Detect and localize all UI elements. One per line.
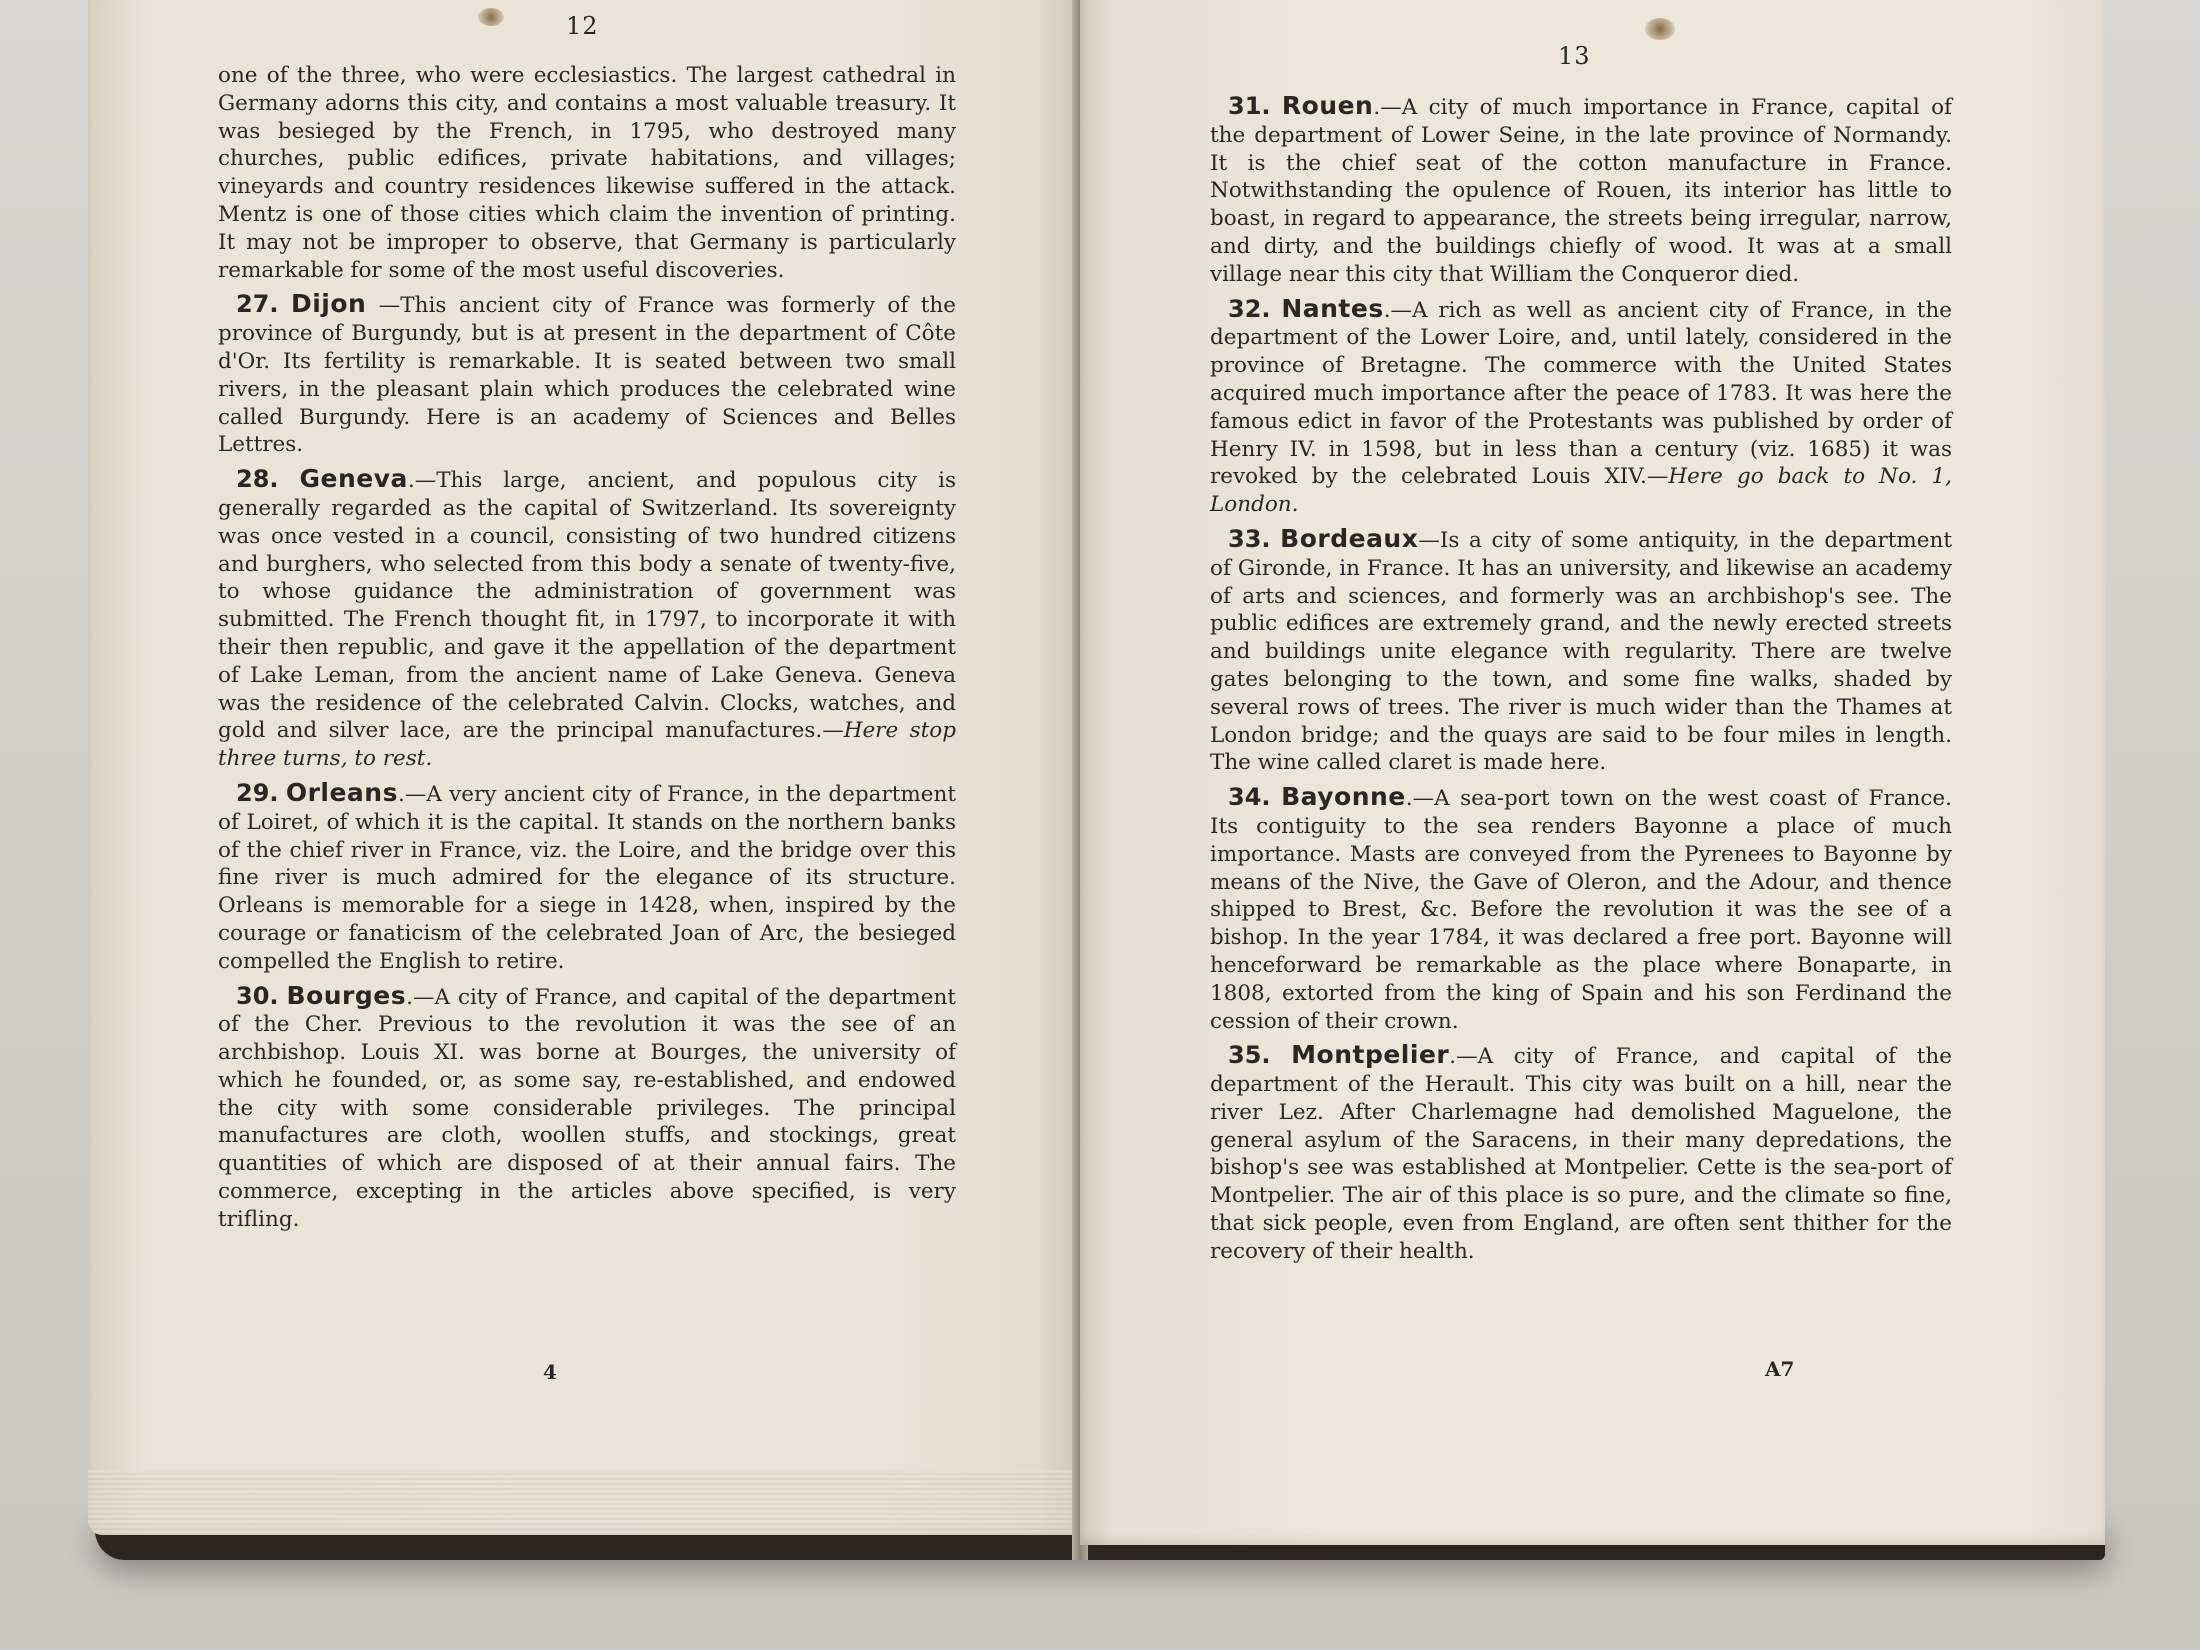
foxing-spot bbox=[478, 8, 504, 26]
entry-28 bbox=[218, 465, 956, 773]
entry-title: Montpelier bbox=[1291, 1040, 1450, 1070]
entry-number: 30. bbox=[236, 981, 279, 1010]
left-page bbox=[88, 0, 1078, 1535]
entry-number: 34. bbox=[1228, 783, 1271, 812]
entry-text: .—A sea-port town on the west coast of France. Its contiguity to the sea renders Bayonne a place of much importance. Masts are conveyed from the Pyrenees to Bayonne by means of the Nive, the Gave of Oleron, and the Adour, and thence shipped to Brest, &c. Before the revolution it was the see of a bishop. In the year 1784, it was declared a free port. Bayonne will henceforward be remarkable as the place where Bonaparte, in 1808, extorted from the king of Spain and his son Ferdinand the cession of their crown. bbox=[1210, 786, 1952, 1034]
entry-27 bbox=[218, 290, 956, 459]
page-number-left: 12 bbox=[566, 12, 599, 40]
signature-mark-left: 4 bbox=[543, 1360, 557, 1384]
right-page bbox=[1080, 0, 2105, 1545]
entry-title: Geneva bbox=[299, 464, 408, 494]
entry-text: .—A city of much importance in France, capital of the department of Lower Seine, in the late province of Normandy. It is the chief seat of the cotton manufacture in France. Notwithstanding the opulence of Rouen, its interior has little to boast, in regard to appearance, the streets being irregular, narrow, and dirty, and the buildings chiefly of wood. It was at a small village near this city that William the Conqueror died. bbox=[1210, 95, 1952, 287]
foxing-spot bbox=[1645, 18, 1675, 40]
entry-32 bbox=[1210, 295, 1952, 519]
entry-number: 28. bbox=[236, 465, 279, 494]
entry-title: Bourges bbox=[286, 980, 407, 1010]
entry-title: Bordeaux bbox=[1280, 523, 1419, 553]
entry-text: .—A rich as well as ancient city of France, in the department of the Lower Loire, and, until lately, considered in the province of Bretagne. The commerce with the United States acquired much importance after the peace of 1783. It was here the famous edict in favor of the Protestants was published by order of Henry IV. in 1598, but in less than a century (viz. 1685) it was revoked by the celebrated Louis XIV.— bbox=[1210, 297, 1952, 490]
entry-31 bbox=[1210, 92, 1952, 289]
entry-title: Bayonne bbox=[1281, 782, 1406, 812]
entry-33 bbox=[1210, 525, 1952, 777]
entry-text: .—This large, ancient, and populous city is generally regarded as the capital of Switzerland. Its sovereignty was once vested in a council, consisting of two hundred citizens and burghers, who selected from this body a senate of twenty-five, to whose guidance the administration of government was submitted. The French thought fit, in 1797, to incorporate it with their then republic, and gave it the appellation of the department of Lake Leman, from the ancient name of Lake Geneva. Geneva was the residence of the celebrated Calvin. Clocks, watches, and gold and silver lace, are the principal manufactures.— bbox=[218, 468, 956, 744]
page-number-right: 13 bbox=[1558, 42, 1591, 70]
intro-paragraph: one of the three, who were ecclesiastics. The largest cathedral in Germany adorns this city, and contains a most valuable treasury. It was besieged by the French, in 1795, who destroyed many churches, public edifices, private habitations, and villages; vineyards and country residences likewise suffered in the attack. Mentz is one of those cities which claim the invention of printing. It may not be improper to observe, that Germany is particularly remarkable for some of the most useful discoveries. bbox=[218, 63, 956, 283]
page-edges bbox=[88, 1470, 1073, 1535]
entry-number: 35. bbox=[1228, 1041, 1271, 1070]
entry-title: Orleans bbox=[285, 777, 398, 807]
entry-30 bbox=[218, 982, 956, 1234]
entry-note: Here go back to No. 1, London. bbox=[1210, 464, 1952, 518]
entry-note: Here stop three turns, to rest. bbox=[218, 718, 956, 772]
entry-number: 31. bbox=[1228, 92, 1271, 120]
entry-number: 33. bbox=[1228, 524, 1271, 553]
entry-text: —This ancient city of France was formerly of the province of Burgundy, but is at present in the department of Côte d'Or. Its fertility is remarkable. It is seated between two small rivers, in the pleasant plain which produces the celebrated wine called Burgundy. Here is an academy of Sciences and Belles Lettres. bbox=[218, 293, 956, 458]
entry-text: .—A city of France, and capital of the department of the Cher. Previous to the revolution it was the see of an archbishop. Louis XI. was borne at Bourges, the university of which he founded, or, as some say, re-established, and endowed the city with some considerable privileges. The principal manufactures are cloth, woollen stuffs, and stockings, great quantities of which are disposed of at their annual fairs. The commerce, excepting in the articles above specified, is very trifling. bbox=[218, 984, 956, 1232]
entry-text: —Is a city of some antiquity, in the department of Gironde, in France. It has an university, and likewise an academy of arts and sciences, and formerly was an archbishop's see. The public edifices are extremely grand, and the newly erected streets and buildings unite elegance with regularity. There are twelve gates belonging to the town, and some fine walks, shaded by several rows of trees. The river is much wider than the Thames at London bridge; and the quays are said to be four miles in length. The wine called claret is made here. bbox=[1210, 527, 1952, 776]
entry-29 bbox=[218, 779, 956, 976]
left-page-text bbox=[218, 62, 956, 1240]
entry-title: Rouen bbox=[1281, 91, 1374, 120]
entry-title: Dijon bbox=[290, 289, 367, 319]
entry-text: .—A very ancient city of France, in the department of Loiret, of which it is the capital. It stands on the northern banks of the chief river in France, viz. the Loire, and the bridge over this fine river is much admired for the elegance of its structure. Orleans is memorable for a siege in 1428, when, inspired by the courage or fanaticism of the celebrated Joan of Arc, the besieged compelled the English to retire. bbox=[218, 781, 956, 974]
entry-number: 32. bbox=[1228, 294, 1271, 323]
entry-35 bbox=[1210, 1041, 1952, 1265]
entry-34 bbox=[1210, 783, 1952, 1035]
right-page-text bbox=[1210, 92, 1952, 1272]
signature-mark-right: A7 bbox=[1765, 1357, 1795, 1381]
entry-number: 29. bbox=[236, 778, 279, 807]
entry-text: .—A city of France, and capital of the department of the Herault. This city was built on a hill, near the river Lez. After Charlemagne had demolished Maguelone, the general asylum of the Saracens, in their many depredations, the bishop's see was established at Montpelier. Cette is the sea-port of Montpelier. The air of this place is so pure, and the climate so fine, that sick people, even from England, are often sent thither for the recovery of their health. bbox=[1210, 1044, 1952, 1264]
entry-number: 27. bbox=[236, 290, 279, 319]
entry-title: Nantes bbox=[1281, 293, 1384, 323]
